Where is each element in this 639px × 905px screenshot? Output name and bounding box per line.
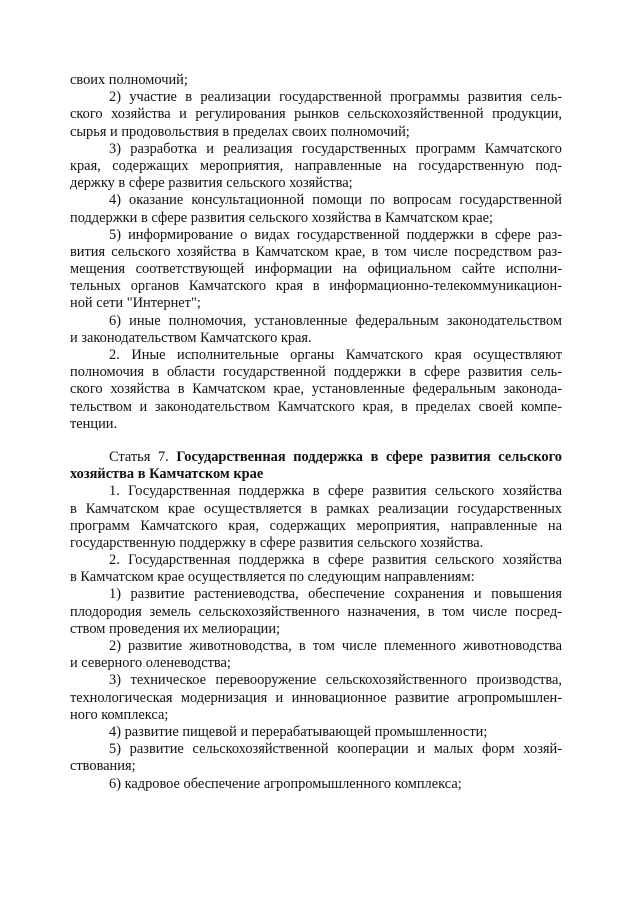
text-line: 1) развитие растениеводства, обеспечение сохранения и повышения bbox=[109, 586, 562, 603]
text-line: в Камчатском крае осуществляется по следующим направлениям: bbox=[70, 569, 475, 586]
text-line: в Камчатском крае осуществляется в рамках реализации государственных bbox=[70, 500, 562, 517]
article-title: Государственная поддержка в сфере развития сельского bbox=[176, 448, 562, 465]
text-line: тельством и законодательством Камчатского края, в пределах своей компе- bbox=[70, 398, 562, 415]
text-line: программ Камчатского края, содержащих мероприятия, направленные на bbox=[70, 517, 562, 534]
text-line: мещения соответствующей информации на официальном сайте исполни- bbox=[70, 261, 562, 278]
text-line: 1. Государственная поддержка в сфере развития сельского хозяйства bbox=[109, 483, 562, 500]
article-heading-line bbox=[70, 449, 562, 466]
text-line: и законодательством Камчатского края. bbox=[70, 329, 312, 346]
article-heading-line bbox=[70, 466, 562, 483]
text-line: вития сельского хозяйства в Камчатском крае, в том числе посредством раз- bbox=[70, 243, 562, 260]
text-line: своих полномочий; bbox=[70, 72, 188, 88]
text-line: государственную поддержку в сфере развития сельского хозяйства. bbox=[70, 534, 484, 551]
text-line: 6) кадровое обеспечение агропромышленного комплекса; bbox=[109, 775, 462, 792]
text-line: держку в сфере развития сельского хозяйства; bbox=[70, 175, 353, 192]
text-line: 2. Государственная поддержка в сфере развития сельского хозяйства bbox=[109, 552, 562, 569]
text-line: ского хозяйства и регулирования рынков сельскохозяйственной продукции, bbox=[70, 106, 562, 123]
text-line: тельных органов Камчатского края в информационно-телекоммуникацион- bbox=[70, 278, 562, 295]
text-line: 3) техническое перевооружение сельскохозяйственного производства, bbox=[109, 672, 562, 689]
text-line: ствования; bbox=[70, 758, 136, 775]
text-line: 2) участие в реализации государственной программы развития сель- bbox=[109, 89, 562, 106]
text-line: ского хозяйства в Камчатском крае, установленные федеральным законода- bbox=[70, 381, 562, 398]
text-line: 6) иные полномочия, установленные федеральным законодательством bbox=[109, 312, 562, 329]
text-line: 3) разработка и реализация государственных программ Камчатского bbox=[109, 140, 562, 157]
article-number: Статья 7. bbox=[109, 448, 177, 465]
text-line: 4) развитие пищевой и перерабатывающей промышленности; bbox=[109, 723, 488, 740]
paragraph-spacer bbox=[70, 433, 562, 449]
text-line: сырья и продовольствия в пределах своих полномочий; bbox=[70, 123, 410, 140]
text-line: 5) информирование о видах государственной поддержки в сфере раз- bbox=[109, 226, 562, 243]
text-line: края, содержащих мероприятия, направленные на государственную под- bbox=[70, 157, 562, 174]
text-line: технологическая модернизация и инновационное развитие агропромышлен- bbox=[70, 689, 562, 706]
text-line: полномочия в области государственной поддержки в сфере развития сель- bbox=[70, 364, 562, 381]
text-line: 2. Иные исполнительные органы Камчатского края осуществляют bbox=[109, 347, 562, 363]
text-line: плодородия земель сельскохозяйственного назначения, в том числе посред- bbox=[70, 603, 562, 620]
text-line: 4) оказание консультационной помощи по вопросам государственной bbox=[109, 192, 562, 209]
document-page bbox=[70, 72, 562, 793]
text-line: ной сети "Интернет"; bbox=[70, 295, 201, 312]
article-title: хозяйства в Камчатском крае bbox=[70, 466, 264, 483]
text-line: 2) развитие животноводства, в том числе племенного животноводства bbox=[109, 638, 562, 654]
text-line: ного комплекса; bbox=[70, 706, 169, 723]
text-line: и северного оленеводства; bbox=[70, 655, 231, 672]
text-line: поддержки в сфере развития сельского хозяйства в Камчатском крае; bbox=[70, 209, 493, 226]
text-line: 5) развитие сельскохозяйственной кооперации и малых форм хозяй- bbox=[109, 741, 562, 758]
text-line: ством проведения их мелиорации; bbox=[70, 620, 281, 637]
text-line: тенции. bbox=[70, 415, 118, 432]
